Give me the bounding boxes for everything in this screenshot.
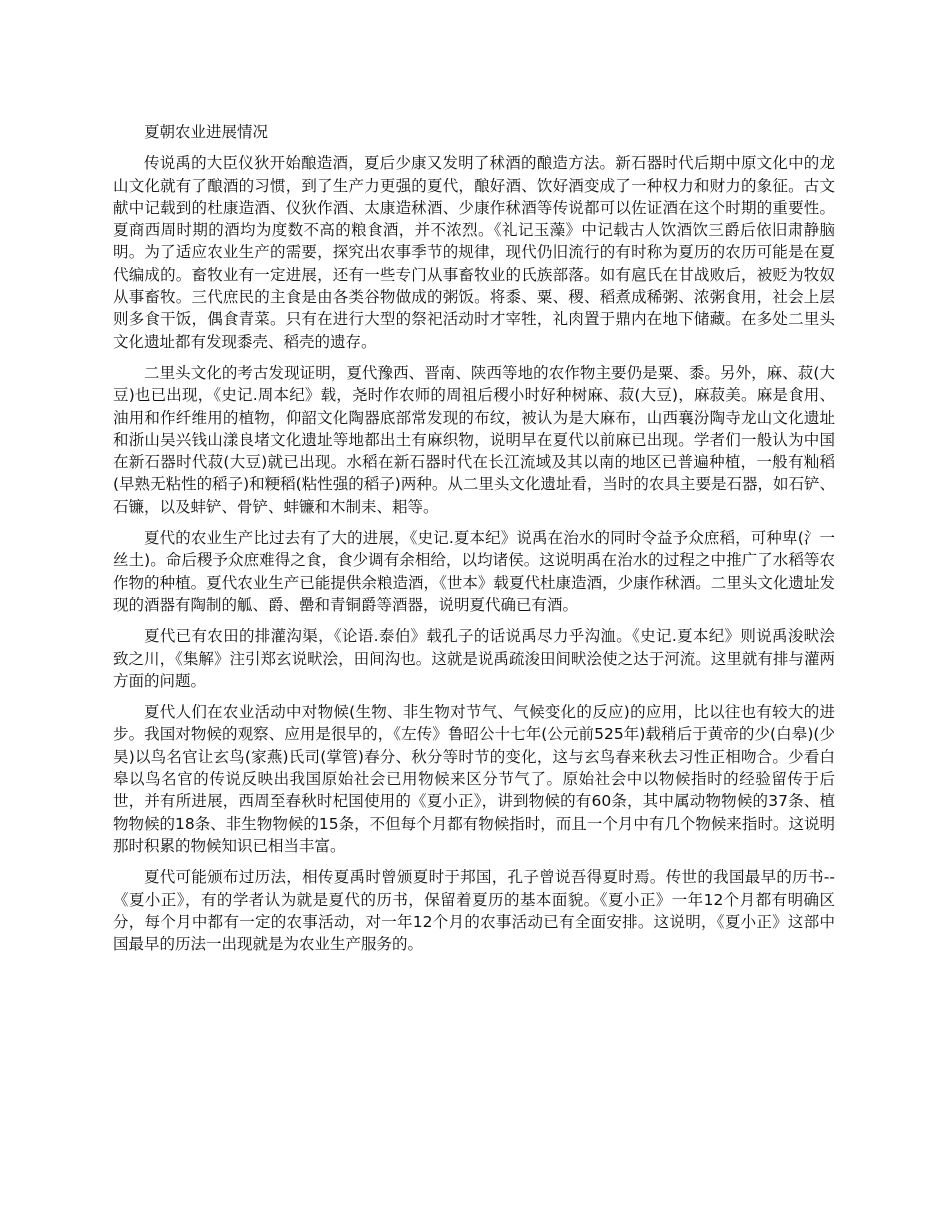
paragraph-phenology: 夏代人们在农业活动中对物候(生物、非生物对节气、气候变化的反应)的应用，比以往也有较大的进步。我国对物候的观察、应用是很早的，《左传》鲁昭公十七年(公元前525年)载稍后于黄帝的少(白皋)(少昊)以鸟名官让玄鸟(家燕)氏司(掌管)春分、秋分等时节的变化，这与玄鸟春来秋去习性正相吻合。少看白皋以鸟名官的传说反映出我国原始社会已用物候来区分节气了。原始社会中以物候指时的经验留传于后世，并有所进展，西周至春秋时杞国使用的《夏小正》，讲到物候的有60条，其中属动物物候的37条、植物物候的18条、非生物物候的15条，不但每个月都有物候指时，而且一个月中有几个物候来指时。这说明那时积累的物候知识已相当丰富。 [113, 703, 835, 855]
paragraph-wine-and-calendar: 传说禹的大臣仪狄开始酿造酒，夏后少康又发明了秫酒的酿造方法。新石器时代后期中原文化中的龙山文化就有了酿酒的习惯，到了生产力更强的夏代，酿好酒、饮好酒变成了一种权力和财力的象征。古文献中记载到的杜康造酒、仪狄作酒、太康造秫酒、少康作秫酒等传说都可以佐证酒在这个时期的重要性。夏商西周时期的酒均为度数不高的粮食酒，并不浓烈。《礼记玉藻》中记载古人饮酒饮三爵后依旧肃静脑明。为了适应农业生产的需要，探究出农事季节的规律，现代仍旧流行的有时称为夏历的农历可能是在夏代编成的。畜牧业有一定进展，还有一些专门从事畜牧业的氏族部落。如有扈氏在甘战败后，被贬为牧奴从事畜牧。三代庶民的主食是由各类谷物做成的粥饭。将黍、粟、稷、稻煮成稀粥、浓粥食用，社会上层则多食干饭，偶食青菜。只有在进行大型的祭祀活动时才宰牲，礼肉置于鼎内在地下储藏。在多处二里头文化遗址都有发现黍壳、稻壳的遗存。 [113, 154, 835, 351]
paragraph-rice-cultivation: 夏代的农业生产比过去有了大的进展，《史记.夏本纪》说禹在治水的同时令益予众庶稻，可种卑(氵一丝土)。命后稷予众庶难得之食，食少调有余相给，以均诸侯。这说明禹在治水的过程之中推广了水稻等农作物的种植。夏代农业生产已能提供余粮造酒，《世本》载夏代杜康造酒，少康作秫酒。二里头文化遗址发现的酒器有陶制的觚、爵、罍和青铜爵等酒器，说明夏代确已有酒。 [113, 529, 835, 614]
document-body [113, 121, 835, 964]
paragraph-crops-and-tools: 二里头文化的考古发现证明，夏代豫西、晋南、陕西等地的农作物主要仍是粟、黍。另外，麻、菽(大豆)也已出现，《史记.周本纪》载，尧时作农师的周祖后稷小时好种树麻、菽(大豆)，麻菽美。麻是食用、油用和作纤维用的植物，仰韶文化陶器底部常发现的布纹，被认为是大麻布，山西襄汾陶寺龙山文化遗址和浙山吴兴钱山漾良堵文化遗址等地都出土有麻织物，说明早在夏代以前麻已出现。学者们一般认为中国在新石器时代菽(大豆)就已出现。水稻在新石器时代在长江流域及其以南的地区已普遍种植，一般有籼稻(早熟无粘性的稻子)和粳稻(粘性强的稻子)两种。从二里头文化遗址看，当时的农具主要是石器，如石铲、石镰，以及蚌铲、骨铲、蚌镰和木制耒、耜等。 [113, 363, 835, 516]
document-title: 夏朝农业进展情况 [144, 123, 269, 141]
paragraph-irrigation: 夏代已有农田的排灌沟渠，《论语.泰伯》载孔子的话说禹尽力乎沟洫。《史记.夏本纪》则说禹浚畎浍致之川，《集解》注引郑玄说畎浍，田间沟也。这就是说禹疏浚田间畎浍使之达于河流。这里就有排与灌两方面的问题。 [113, 627, 835, 690]
paragraph-xia-calendar: 夏代可能颁布过历法，相传夏禹时曾颁夏时于邦国，孔子曾说吾得夏时焉。传世的我国最早的历书--《夏小正》，有的学者认为就是夏代的历书，保留着夏历的基本面貌。《夏小正》一年12个月都有明确区分，每个月中都有一定的农事活动，对一年12个月的农事活动已有全面安排。这说明，《夏小正》这部中国最早的历法一出现就是为农业生产服务的。 [113, 868, 835, 954]
